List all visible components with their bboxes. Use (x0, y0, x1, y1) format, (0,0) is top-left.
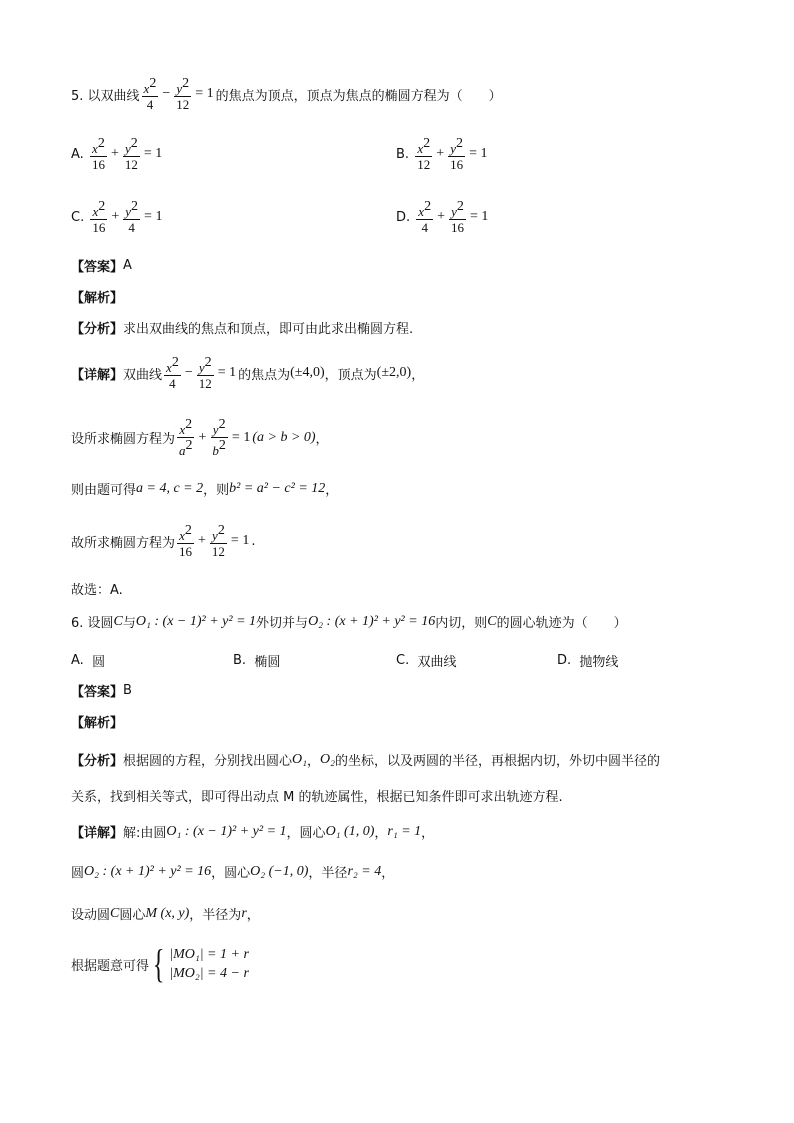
hyperbola-x-term: $\frac{x^2}{4}$ (143, 76, 157, 112)
q5-detail-line2: 设所求椭圆方程为 $\frac{x^2}{a^2}$ + $\frac{y^2}{b^2}$ = 1 (a > b > 0) ， (71, 417, 329, 458)
q6-answer: 【答案】 B (71, 683, 132, 700)
q5-option-a[interactable]: A. $\frac{x^2}{16}$ + $\frac{y^2}{12}$ = 1 (71, 136, 163, 172)
q5-fenxi: 【分析】 求出双曲线的焦点和顶点，即可由此求出椭圆方程. (71, 322, 414, 337)
q6-detail-line1: 【详解】 解:由圆 O₁ : (x − 1)² + y² = 1 ，圆心 O₁ (1, 0) ， r₁ = 1 ， (71, 823, 435, 841)
q5-option-c[interactable]: C. $\frac{x^2}{16}$ + $\frac{y^2}{4}$ = 1 (71, 199, 163, 235)
option-label: D. (396, 209, 411, 225)
q6-analysis-heading: 【解析】 (71, 716, 124, 731)
q6-option-c[interactable]: C. 双曲线 (396, 653, 457, 670)
left-brace: { (152, 941, 165, 986)
q5-stem-post: 的焦点为顶点，顶点为焦点的椭圆方程为（ ） (215, 88, 502, 104)
q5-stem-pre: 5. 以双曲线 (71, 88, 140, 104)
hyperbola-y-term: $\frac{y^2}{12}$ (176, 76, 190, 112)
q6-option-a[interactable]: A. 圆 (71, 653, 106, 670)
q5-option-d[interactable]: D. $\frac{x^2}{4}$ + $\frac{y^2}{16}$ = 1 (396, 199, 489, 235)
q5-detail-line3: 则由题可得 a = 4, c = 2 ，则 b² = a² − c² = 12 ， (71, 480, 339, 498)
option-label: A. (71, 146, 84, 162)
option-label: C. (71, 209, 85, 225)
q6-option-b[interactable]: B. 椭圆 (233, 653, 281, 670)
q5-detail-line4: 故所求椭圆方程为 $\frac{x^2}{16}$ + $\frac{y^2}{12}$ = 1 . (71, 523, 256, 559)
q6-detail-line2: 圆 O₂ : (x + 1)² + y² = 16 ，圆心 O₂ (−1, 0) ，半径 r₂ = 4 ， (71, 863, 395, 881)
q6-fenxi-line1: 【分析】 根据圆的方程，分别找出圆心 O₁ ， O₂ 的坐标，以及两圆的半径，再根据内切，外切中圆半径的 (71, 751, 661, 769)
equation-system: |MO₁| = 1 + r |MO₂| = 4 − r (169, 947, 249, 981)
q5-analysis-heading: 【解析】 (71, 291, 124, 306)
q5-answer: 【答案】 A (71, 258, 132, 275)
q6-stem: 6. 设圆 C 与 O₁ : (x − 1)² + y² = 1 外切并与 O₂ : (x + 1)² + y² = 16 内切，则 C 的圆心轨迹为（ ） (71, 613, 627, 631)
q6-detail-line4: 根据题意可得 { |MO₁| = 1 + r |MO₂| = 4 − r (71, 941, 249, 986)
q5-stem: 5. 以双曲线 $\frac{x^2}{4}$ − $\frac{y^2}{12}$ = 1 的焦点为顶点，顶点为焦点的椭圆方程为（ ） (71, 76, 502, 112)
q6-fenxi-line2: 关系，找到相关等式，即可得出动点 M 的轨迹属性，根据已知条件即可求出轨迹方程. (71, 790, 563, 805)
q6-option-d[interactable]: D. 抛物线 (557, 653, 619, 670)
q5-choose: 故选：A. (71, 583, 123, 598)
q5-option-b[interactable]: B. $\frac{x^2}{12}$ + $\frac{y^2}{16}$ = 1 (396, 136, 488, 172)
option-label: B. (396, 146, 410, 162)
q5-detail-line1: 【详解】 双曲线 $\frac{x^2}{4}$ − $\frac{y^2}{12}$ = 1 的焦点为 (±4,0) ，顶点为 (±2,0) ， (71, 355, 425, 391)
q6-detail-line3: 设动圆 C 圆心 M (x, y) ，半径为 r ， (71, 905, 260, 923)
